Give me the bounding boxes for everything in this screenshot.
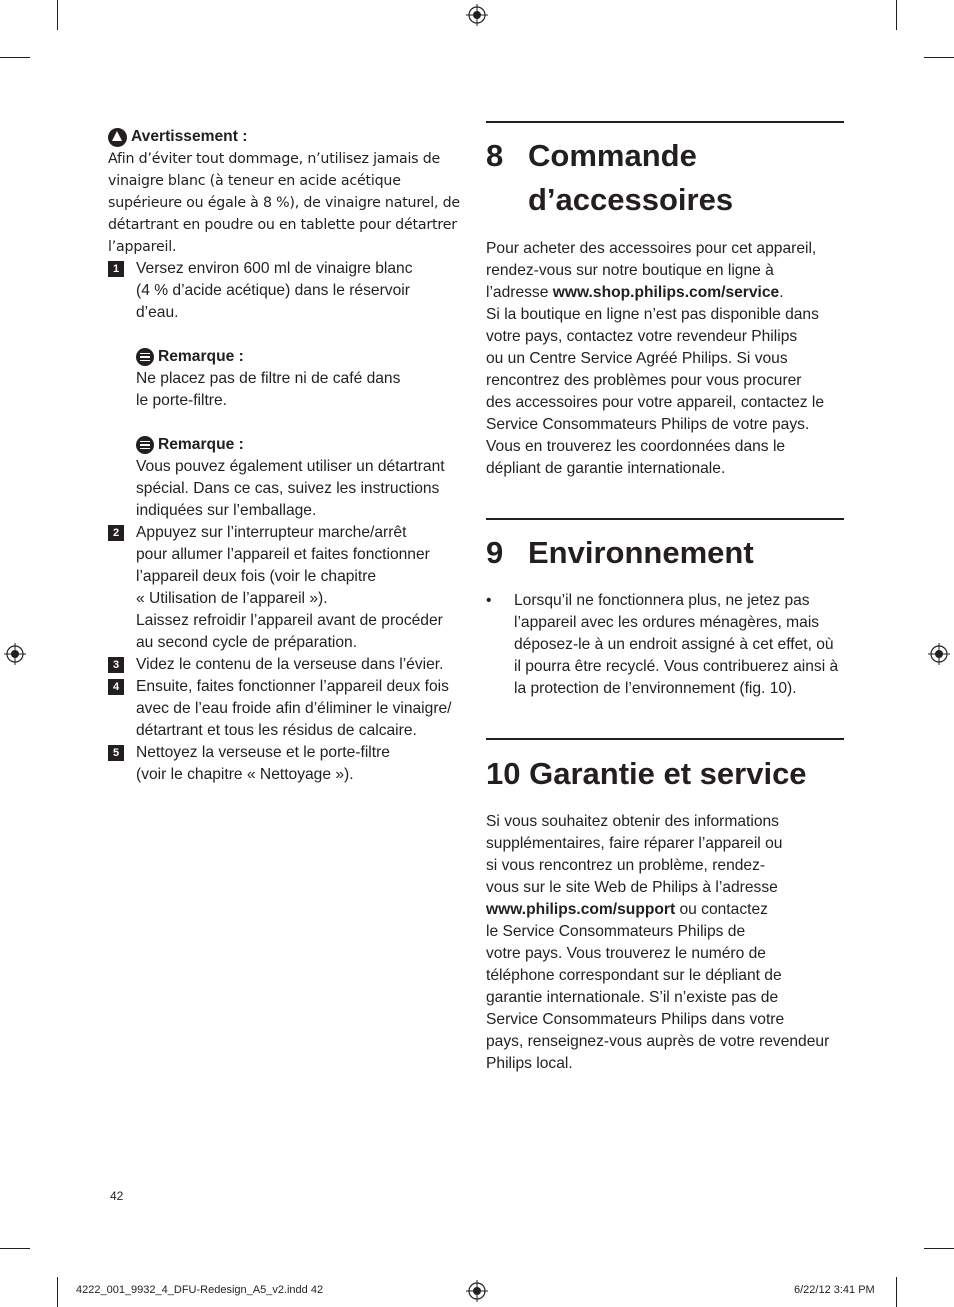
section-8-heading — [486, 134, 844, 222]
step-4 — [108, 676, 460, 742]
registration-mark-icon — [466, 4, 488, 26]
step-line: pour allumer l’appareil et faites fonctionner — [136, 546, 430, 563]
crop-mark — [57, 1277, 58, 1307]
warning-text: Afin d’éviter tout dommage, n’utilisez jamais de vinaigre blanc (à teneur en acide acétique supérieure ou égale à 8 %), de vinaigre naturel, de détartrant en poudre ou en tablette pour détartrer l’appareil. — [108, 151, 460, 255]
note-heading — [136, 346, 460, 368]
section-9-heading — [486, 531, 844, 575]
crop-mark — [57, 0, 58, 30]
body-line: si vous rencontrez un problème, rendez- — [486, 857, 766, 874]
section-title: d’accessoires — [528, 182, 734, 217]
step-line: Laissez refroidir l’appareil avant de procéder — [136, 612, 443, 629]
step-line: détartrant et tous les résidus de calcaire. — [136, 722, 417, 739]
section-number: 10 — [486, 756, 521, 791]
body-line: ou un Centre Service Agréé Philips. Si vous — [486, 350, 788, 367]
note-1 — [136, 346, 460, 412]
registration-mark-icon — [928, 643, 950, 665]
step-line: « Utilisation de l’appareil »). — [136, 590, 328, 607]
step-number: 2 — [108, 525, 124, 541]
section-rule — [486, 518, 844, 520]
warning-heading — [108, 126, 460, 148]
note-line: spécial. Dans ce cas, suivez les instructions — [136, 480, 440, 497]
crop-mark — [924, 57, 954, 58]
section-title: Garantie et service — [529, 756, 807, 791]
note-line: indiquées sur l’emballage. — [136, 502, 317, 519]
step-line: (4 % d’acide acétique) dans le réservoir — [136, 282, 410, 299]
body-line: le Service Consommateurs Philips de — [486, 923, 746, 940]
body-line: Vous en trouverez les coordonnées dans le — [486, 438, 786, 455]
registration-mark-icon — [4, 643, 26, 665]
body-line: • Lorsqu’il ne fonctionnera plus, ne jetez pas — [514, 592, 810, 609]
left-column — [108, 126, 460, 786]
body-line: Si vous souhaitez obtenir des informations — [486, 813, 779, 830]
step-number: 4 — [108, 679, 124, 695]
support-url-link[interactable]: www.philips.com/support — [486, 901, 676, 918]
step-number: 3 — [108, 657, 124, 673]
crop-mark — [896, 0, 897, 30]
step-number: 1 — [108, 261, 124, 277]
step-line: Appuyez sur l’interrupteur marche/arrêt — [136, 524, 407, 541]
body-line: il pourra être recyclé. Vous contribuerez ainsi à — [514, 658, 839, 675]
crop-mark — [896, 1277, 897, 1307]
step-2 — [108, 522, 460, 654]
body-line: téléphone correspondant sur le dépliant de — [486, 967, 782, 984]
step-line: Nettoyez la verseuse et le porte-filtre — [136, 744, 390, 761]
body-line: pays, renseignez-vous auprès de votre revendeur — [486, 1033, 830, 1050]
body-line: Si la boutique en ligne n’est pas disponible dans — [486, 306, 819, 323]
crop-mark — [0, 57, 30, 58]
body-text: . — [779, 284, 784, 301]
step-line: Versez environ 600 ml de vinaigre blanc — [136, 260, 413, 277]
section-number: 8 — [486, 138, 504, 173]
note-line: Ne placez pas de filtre ni de café dans — [136, 370, 401, 387]
body-line: dépliant de garantie internationale. — [486, 460, 726, 477]
warning-icon — [108, 128, 127, 147]
body-line: Pour acheter des accessoires pour cet appareil, — [486, 240, 817, 257]
body-line: Service Consommateurs Philips dans votre — [486, 1011, 785, 1028]
registration-mark-icon — [466, 1280, 488, 1302]
body-line: votre pays, contactez votre revendeur Philips — [486, 328, 798, 345]
step-line: d’eau. — [136, 304, 179, 321]
note-line: le porte-filtre. — [136, 392, 227, 409]
body-line: votre pays. Vous trouverez le numéro de — [486, 945, 766, 962]
footer-timestamp: 6/22/12 3:41 PM — [794, 1284, 875, 1296]
warning-title: Avertissement : — [131, 128, 248, 145]
step-line: avec de l’eau froide afin d’éliminer le vinaigre/ — [136, 700, 452, 717]
section-8-body — [486, 238, 844, 480]
step-3 — [108, 654, 460, 676]
step-line: Ensuite, faites fonctionner l’appareil deux fois — [136, 678, 449, 695]
note-icon — [136, 348, 154, 366]
note-title: Remarque : — [158, 348, 244, 365]
body-line: la protection de l’environnement (fig. 10). — [514, 680, 797, 697]
footer-filename: 4222_001_9932_4_DFU-Redesign_A5_v2.indd 42 — [76, 1284, 324, 1296]
step-line: l’appareil deux fois (voir le chapitre — [136, 568, 377, 585]
body-line: Philips local. — [486, 1055, 573, 1072]
crop-mark — [924, 1248, 954, 1249]
body-line: des accessoires pour votre appareil, contactez le — [486, 394, 825, 411]
step-line: au second cycle de préparation. — [136, 634, 358, 651]
section-title: Commande — [528, 138, 697, 173]
section-10-body — [486, 811, 844, 1075]
page-number: 42 — [110, 1189, 124, 1203]
section-title: Environnement — [528, 535, 754, 570]
note-line: Vous pouvez également utiliser un détartrant — [136, 458, 445, 475]
note-title: Remarque : — [158, 436, 244, 453]
body-line: Service Consommateurs Philips de votre pays. — [486, 416, 810, 433]
body-line: rencontrez des problèmes pour vous procurer — [486, 372, 802, 389]
section-number: 9 — [486, 535, 504, 570]
body-line: garantie internationale. S’il n’existe pas de — [486, 989, 779, 1006]
section-rule — [486, 121, 844, 123]
step-1 — [108, 258, 460, 324]
section-9-bullet — [486, 590, 872, 700]
body-line: supplémentaires, faire réparer l’appareil ou — [486, 835, 783, 852]
section-rule — [486, 738, 844, 740]
crop-mark — [0, 1248, 30, 1249]
note-heading — [136, 434, 460, 456]
body-text: l’adresse — [486, 284, 553, 301]
shop-url-link[interactable]: www.shop.philips.com/service — [552, 284, 780, 301]
body-line: rendez-vous sur notre boutique en ligne à — [486, 262, 774, 279]
body-line: déposez-le à un endroit assigné à cet effet, où — [514, 636, 834, 653]
section-10-heading — [486, 752, 844, 796]
step-line: Videz le contenu de la verseuse dans l’évier. — [136, 656, 444, 673]
body-text: ou contactez — [675, 901, 768, 918]
body-line: l’appareil avec les ordures ménagères, mais — [514, 614, 820, 631]
step-5 — [108, 742, 460, 786]
step-line: (voir le chapitre « Nettoyage »). — [136, 766, 354, 783]
body-line: vous sur le site Web de Philips à l’adresse — [486, 879, 778, 896]
step-number: 5 — [108, 745, 124, 761]
note-icon — [136, 436, 154, 454]
note-2 — [136, 434, 460, 522]
